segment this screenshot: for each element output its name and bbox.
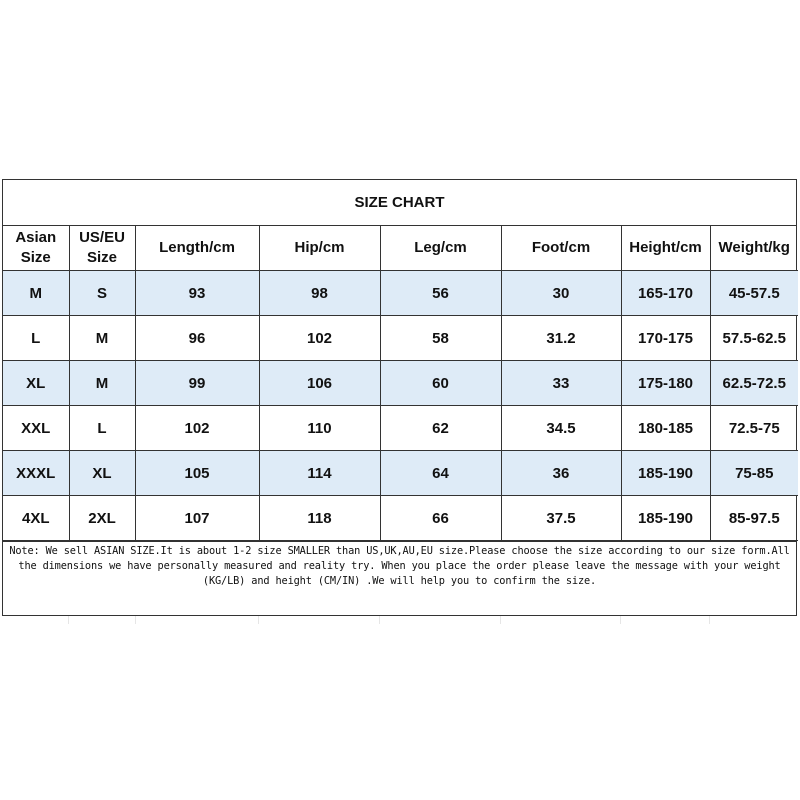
- table-cell: 36: [501, 451, 621, 496]
- table-cell: 185-190: [621, 496, 710, 541]
- header-cell: Height/cm: [621, 226, 710, 271]
- table-cell: 75-85: [710, 451, 798, 496]
- table-cell: 99: [135, 361, 259, 406]
- table-cell: XL: [69, 451, 135, 496]
- table-cell: 106: [259, 361, 380, 406]
- table-cell: 107: [135, 496, 259, 541]
- header-cell: US/EU Size: [69, 226, 135, 271]
- table-cell: 102: [135, 406, 259, 451]
- table-cell: 105: [135, 451, 259, 496]
- table-cell: 175-180: [621, 361, 710, 406]
- table-cell: M: [3, 271, 69, 316]
- table-cell: 58: [380, 316, 501, 361]
- table-cell: 34.5: [501, 406, 621, 451]
- header-cell: Hip/cm: [259, 226, 380, 271]
- table-cell: 110: [259, 406, 380, 451]
- chart-title: SIZE CHART: [3, 180, 796, 226]
- size-table: [3, 226, 798, 541]
- divider-ticks: [0, 616, 800, 626]
- table-cell: 57.5-62.5: [710, 316, 798, 361]
- size-note: Note: We sell ASIAN SIZE.It is about 1-2 size SMALLER than US,UK,AU,EU size.Please choose the size according to our size form.All the dimensions we have personally measured and reality try. When you place the order please leave the message with your weight (KG/LB) and height (CM/IN) .We will help you to confirm the size.: [3, 541, 796, 599]
- table-cell: L: [69, 406, 135, 451]
- table-cell: 170-175: [621, 316, 710, 361]
- table-cell: 118: [259, 496, 380, 541]
- table-cell: XXXL: [3, 451, 69, 496]
- table-cell: 62: [380, 406, 501, 451]
- table-cell: 37.5: [501, 496, 621, 541]
- table-cell: 96: [135, 316, 259, 361]
- table-cell: M: [69, 316, 135, 361]
- table-cell: XL: [3, 361, 69, 406]
- table-cell: 33: [501, 361, 621, 406]
- table-row: [3, 406, 798, 451]
- table-row: [3, 496, 798, 541]
- table-cell: 56: [380, 271, 501, 316]
- size-chart: [2, 179, 797, 616]
- table-cell: S: [69, 271, 135, 316]
- table-cell: XXL: [3, 406, 69, 451]
- table-cell: 60: [380, 361, 501, 406]
- table-cell: 102: [259, 316, 380, 361]
- table-cell: 31.2: [501, 316, 621, 361]
- header-cell: Length/cm: [135, 226, 259, 271]
- table-cell: 64: [380, 451, 501, 496]
- table-cell: 62.5-72.5: [710, 361, 798, 406]
- table-cell: 114: [259, 451, 380, 496]
- table-cell: 93: [135, 271, 259, 316]
- header-cell: Asian Size: [3, 226, 69, 271]
- table-cell: 85-97.5: [710, 496, 798, 541]
- table-row: [3, 451, 798, 496]
- table-row: [3, 361, 798, 406]
- header-cell: Leg/cm: [380, 226, 501, 271]
- table-cell: 72.5-75: [710, 406, 798, 451]
- table-cell: 180-185: [621, 406, 710, 451]
- header-row: [3, 226, 798, 271]
- table-cell: 2XL: [69, 496, 135, 541]
- table-cell: 66: [380, 496, 501, 541]
- header-cell: Weight/kg: [710, 226, 798, 271]
- table-row: [3, 316, 798, 361]
- table-cell: L: [3, 316, 69, 361]
- table-row: [3, 271, 798, 316]
- table-cell: 98: [259, 271, 380, 316]
- table-cell: 30: [501, 271, 621, 316]
- table-cell: 45-57.5: [710, 271, 798, 316]
- table-cell: 4XL: [3, 496, 69, 541]
- table-cell: M: [69, 361, 135, 406]
- header-cell: Foot/cm: [501, 226, 621, 271]
- table-cell: 165-170: [621, 271, 710, 316]
- table-cell: 185-190: [621, 451, 710, 496]
